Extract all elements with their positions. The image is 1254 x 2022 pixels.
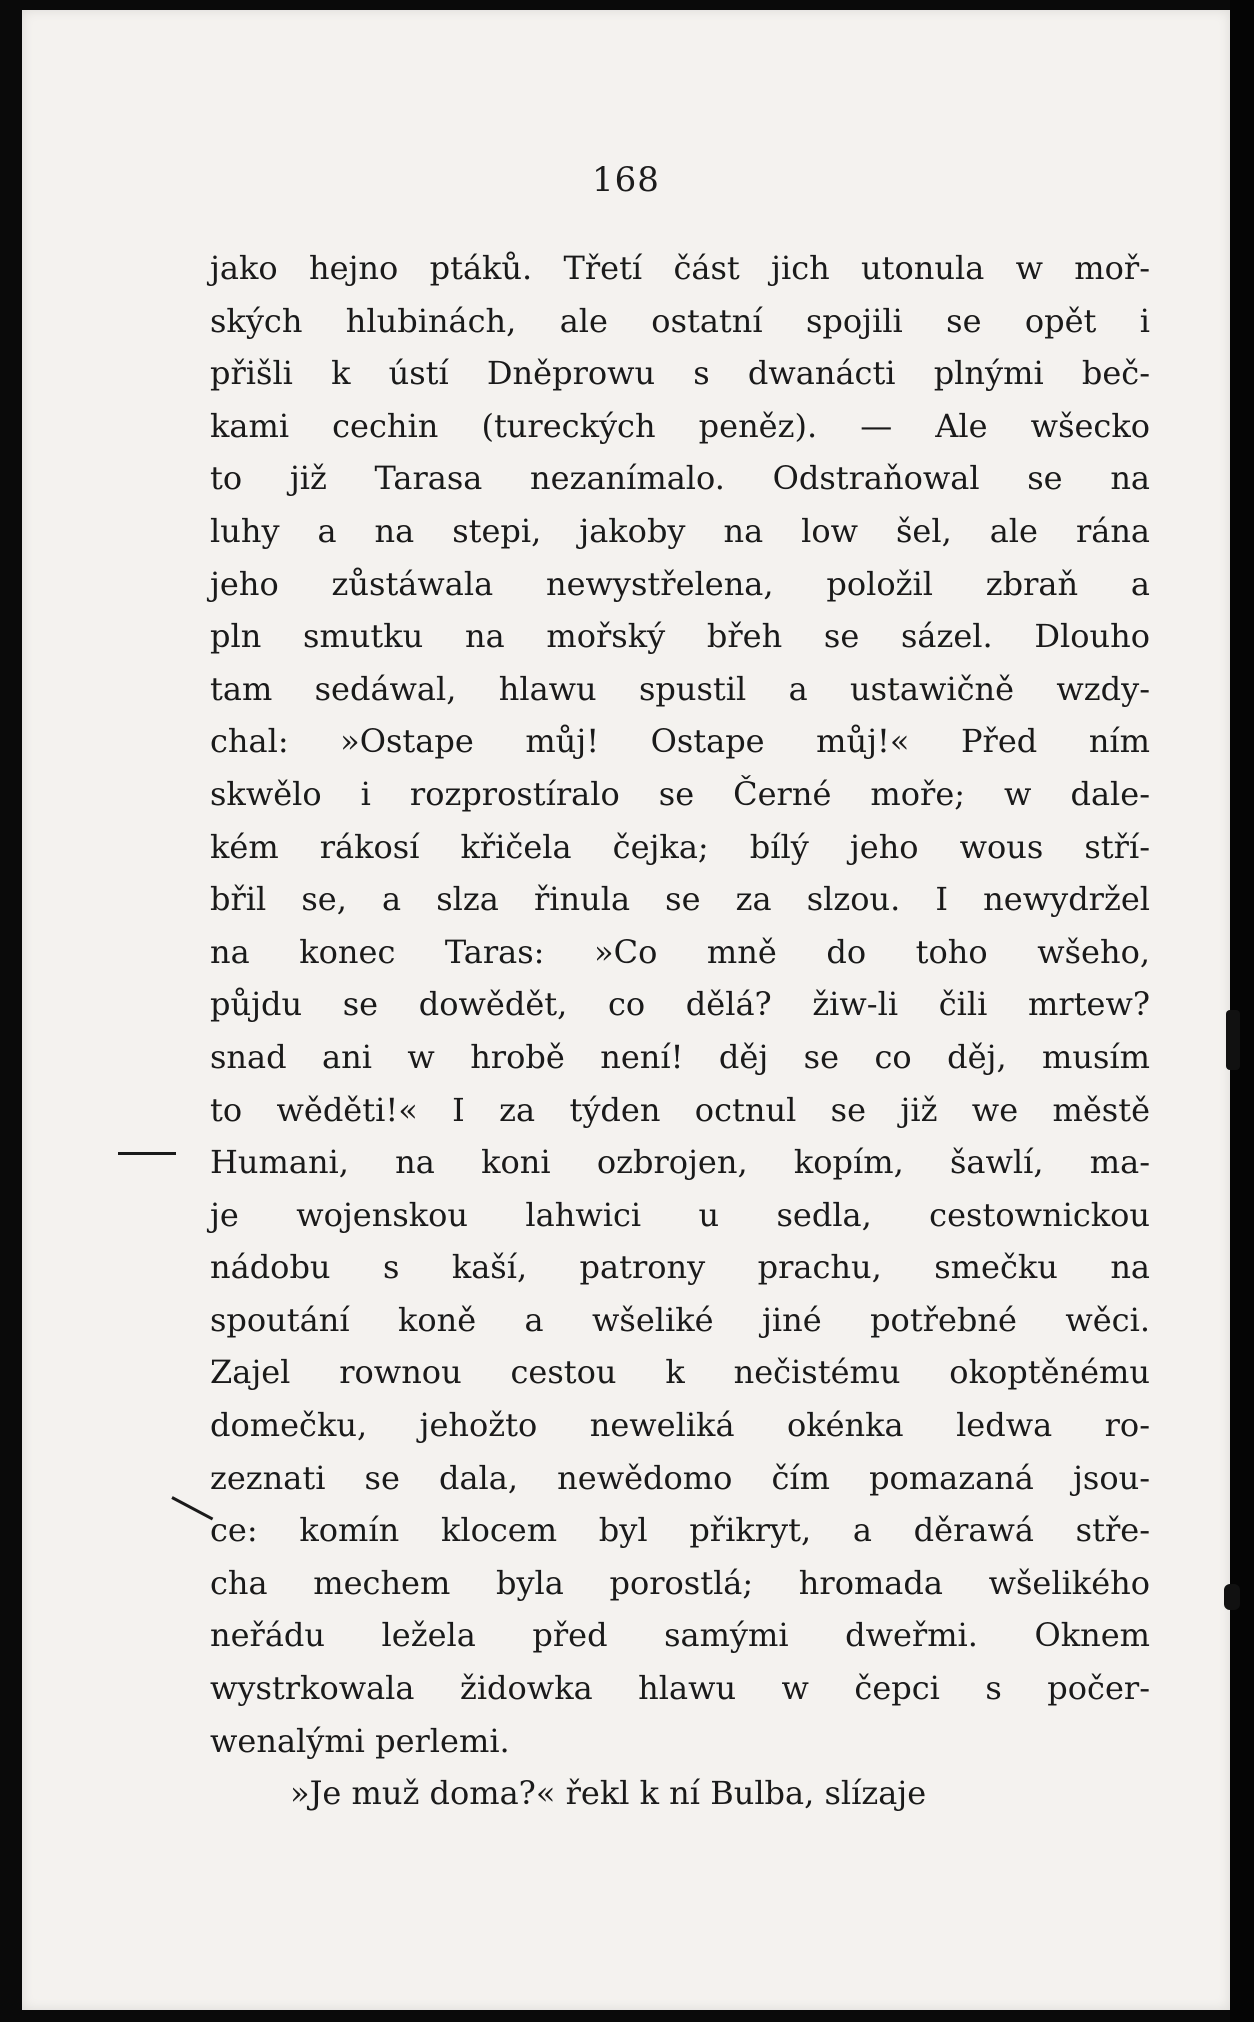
text-line: domečku, jehožto neweliká okénka ledwa ro- xyxy=(210,1406,1150,1445)
book-page xyxy=(22,10,1230,2010)
text-line: to wěděti!« I za týden octnul se již we městě xyxy=(210,1090,1150,1129)
text-line: zeznati se dala, newědomo čím pomazaná jsou- xyxy=(210,1458,1150,1497)
text-line: Humani, na koni ozbrojen, kopím, šawlí, ma- xyxy=(210,1143,1150,1182)
text-line: ských hlubinách, ale ostatní spojili se opět i xyxy=(210,301,1150,340)
scan-edge-blot xyxy=(1226,1010,1240,1070)
text-line: břil se, a slza řinula se za slzou. I newydržel xyxy=(210,880,1150,919)
text-line: Zajel rownou cestou k nečistému okoptěnému xyxy=(210,1353,1150,1392)
text-line: nádobu s kaší, patrony prachu, smečku na xyxy=(210,1248,1150,1287)
text-line: ce: komín klocem byl přikryt, a děrawá stře- xyxy=(210,1511,1150,1550)
text-line: je wojenskou lahwici u sedla, cestownickou xyxy=(210,1195,1150,1234)
text-line: kém rákosí křičela čejka; bílý jeho wous stří- xyxy=(210,827,1150,866)
text-line: kami cechin (tureckých peněz). — Ale wšecko xyxy=(210,406,1150,445)
text-line: přišli k ústí Dněprowu s dwanácti plnými beč- xyxy=(210,354,1150,393)
text-line: to již Tarasa nezanímalo. Odstraňowal se na xyxy=(210,459,1150,498)
text-line: tam sedáwal, hlawu spustil a ustawičně wzdy- xyxy=(210,669,1150,708)
text-line: skwělo i rozprostíralo se Černé moře; w dale- xyxy=(210,774,1150,813)
text-line: neřádu ležela před samými dweřmi. Oknem xyxy=(210,1616,1150,1655)
text-line: půjdu se dowědět, co dělá? žiw-li čili mrtew? xyxy=(210,985,1150,1024)
text-line: na konec Taras: »Co mně do toho wšeho, xyxy=(210,932,1150,971)
text-line: jako hejno ptáků. Třetí část jich utonula w moř- xyxy=(210,249,1150,287)
text-line: luhy a na stepi, jakoby na low šel, ale rána xyxy=(210,511,1150,550)
page-number: 168 xyxy=(592,160,660,200)
text-line: jeho zůstáwala newystřelena, položil zbraň a xyxy=(210,564,1150,603)
text-line-paragraph-end: wenalými perlemi. xyxy=(210,1721,510,1760)
margin-slash-mark xyxy=(171,1496,213,1520)
text-line: wystrkowala židowka hlawu w čepci s počer- xyxy=(210,1669,1150,1708)
text-body xyxy=(210,242,1150,1820)
text-line-paragraph-start: »Je muž doma?« řekl k ní Bulba, slízaje xyxy=(290,1774,927,1813)
scan-edge-blot xyxy=(1224,1584,1240,1610)
text-line: pln smutku na mořský břeh se sázel. Dlouho xyxy=(210,617,1150,656)
margin-dash-mark xyxy=(118,1152,176,1155)
text-line: snad ani w hrobě není! děj se co děj, musím xyxy=(210,1037,1150,1076)
text-line: spoutání koně a wšeliké jiné potřebné wěci. xyxy=(210,1300,1150,1339)
text-line: chal: »Ostape můj! Ostape můj!« Před ním xyxy=(210,722,1150,761)
text-line: cha mechem byla porostlá; hromada wšelikého xyxy=(210,1563,1150,1602)
